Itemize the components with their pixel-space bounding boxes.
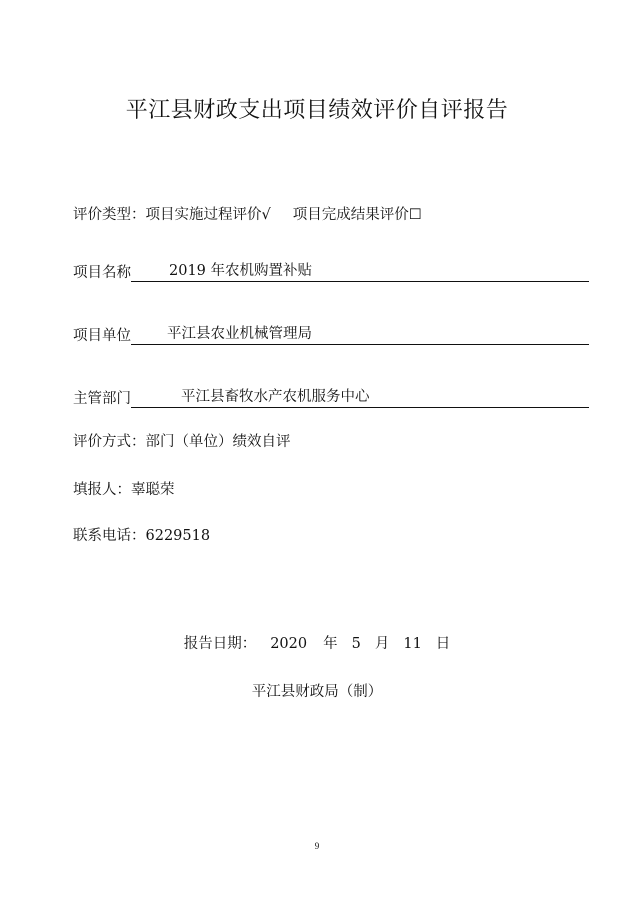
report-date-label: 报告日期：: [183, 636, 257, 652]
report-date-month-unit: 月: [374, 636, 390, 652]
eval-type-option-result: 项目完成结果评价: [292, 207, 409, 223]
report-date-line: [0, 632, 634, 653]
project-unit-value: 平江县农业机械管理局: [167, 326, 312, 342]
competent-dept-row: [73, 385, 589, 408]
eval-type-line: [73, 203, 422, 224]
check-mark-icon: √: [261, 207, 271, 223]
checkbox-empty-icon: ☐: [408, 207, 422, 223]
project-unit-row: [73, 322, 589, 345]
project-name-row: [73, 259, 589, 282]
project-unit-label: 项目单位: [73, 328, 131, 344]
report-date-day-unit: 日: [435, 636, 451, 652]
report-date-year-unit: 年: [323, 636, 338, 652]
eval-method-label: 评价方式：: [73, 434, 146, 450]
project-name-label: 项目名称: [73, 265, 131, 281]
filler-value: 辜聪荣: [131, 482, 175, 498]
page-number: 9: [314, 841, 320, 851]
report-date-year: 2020: [270, 636, 308, 652]
filler-line: [73, 478, 175, 499]
eval-method-value: 部门（单位）绩效自评: [145, 434, 291, 450]
filler-label: 填报人：: [73, 482, 131, 498]
issuer: 平江县财政局（制）: [251, 684, 383, 700]
page-title: 平江县财政支出项目绩效评价自评报告: [125, 98, 509, 123]
project-name-value: 2019 年农机购置补贴: [169, 263, 313, 279]
eval-type-option-process: 项目实施过程评价: [145, 207, 262, 223]
eval-method-line: [73, 430, 291, 451]
phone-label: 联系电话：: [73, 528, 146, 544]
competent-dept-field: [131, 385, 589, 408]
competent-dept-label: 主管部门: [73, 391, 131, 407]
phone-line: [73, 524, 210, 545]
eval-type-label: 评价类型：: [73, 207, 146, 223]
project-name-field: [131, 259, 589, 282]
report-date-day: 11: [403, 636, 422, 652]
phone-value: 6229518: [145, 528, 211, 544]
competent-dept-value: 平江县畜牧水产农机服务中心: [181, 389, 370, 405]
report-date-month: 5: [351, 636, 361, 652]
project-unit-field: [131, 322, 589, 345]
